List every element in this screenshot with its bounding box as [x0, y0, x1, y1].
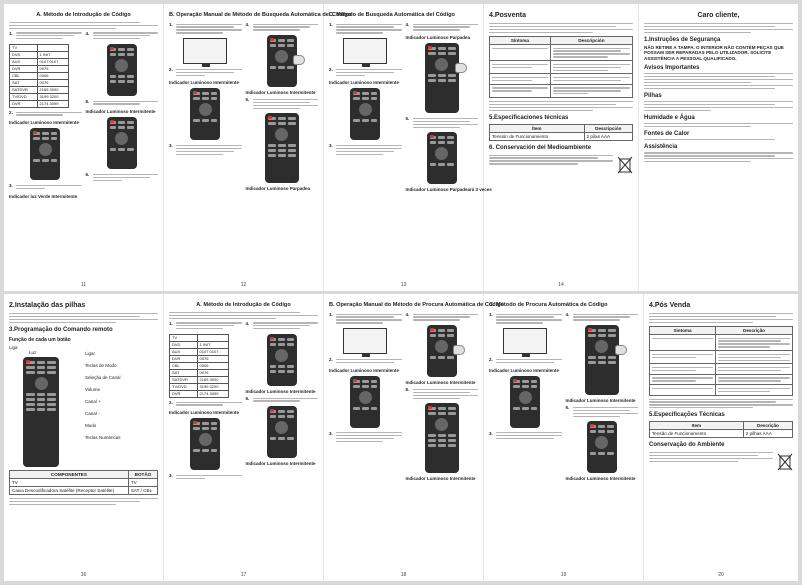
spec-table [649, 421, 793, 438]
remote-illustration [427, 325, 457, 377]
spec-table [489, 124, 633, 141]
table-row [490, 61, 633, 74]
caption: Indicador Luminoso Intermitente [405, 380, 476, 386]
caption: Indicador Luminoso Parpadeará 3 veces [405, 187, 492, 193]
code-table [9, 44, 69, 108]
remote-illustration [350, 88, 380, 140]
table-row: TV TV [10, 478, 158, 486]
page-title: C. Método de Procura Automática de Código [489, 302, 608, 308]
warning-text: NÃO RETIRE A TAMPA. O INTERIOR NÃO CONTÉM PEÇAS QUE POSSAM SER REPARADAS PELO UTILIZADOR. SOLICITE ASSISTÊNCIA A PESSOAL QUALIFICADO. [644, 44, 784, 61]
table-row: TV [10, 44, 69, 51]
table-header: Descrição [716, 326, 793, 334]
page-code-entry-pt: A. Método de Introdução de Código 1. TV DVD 1 INIT AUX 0107 0107 DVR 0075 CBL 0006 SAT 0076 SATDVR 2165 3000 TV/DVD 3199 3200 DVR 2174 3099 2. Indicador Luminoso Intermitente 3. 4. Indicador Luminoso Intermitente 5. Indicador Luminoso Intermitente 17 [164, 294, 324, 581]
remote-illustration [510, 376, 540, 428]
table-row: SATDVR 2165 3000 [10, 86, 69, 93]
section-heading: Humidade e Água [644, 114, 695, 121]
table-header: Item [650, 422, 744, 430]
remote-illustration [107, 44, 137, 96]
page-aftersales-pt [644, 294, 798, 581]
section-heading: 3.Programação do Comando remoto [9, 326, 113, 333]
table-row: TV/DVD 3199 3200 [170, 383, 229, 390]
legend-label: Canal - [85, 410, 100, 416]
remote-illustration [267, 35, 297, 87]
page-title: B. Operação Manual do Método de Procura Automática de Código [329, 302, 505, 308]
table-row [490, 74, 633, 84]
remote-illustration [190, 418, 220, 470]
remote-illustration [267, 334, 297, 386]
bottom-sheet [4, 294, 798, 581]
legend-label: Canal + [85, 398, 101, 404]
page-number: 16 [80, 572, 87, 578]
page-title: A. Método de Introdução de Código [196, 302, 291, 308]
page-number: 20 [718, 572, 724, 578]
table-header: Descrição [743, 422, 792, 430]
table-row: Tensão de Funcionamento 2 pilhas AAA [650, 430, 793, 438]
table-header: Descripción [550, 36, 632, 44]
page-title: Caro cliente, [697, 12, 740, 19]
remote-illustration [425, 43, 459, 113]
caption: Indicador Luminoso Intermitente [329, 80, 400, 86]
table-row: CBL 0006 [10, 72, 69, 79]
tv-illustration [183, 38, 227, 64]
page-number: 11 [80, 282, 87, 288]
table-row: SAT 0076 [10, 79, 69, 86]
table-header: BOTÃO [128, 470, 157, 478]
page-number: 12 [240, 282, 247, 288]
page-safety-pt [639, 4, 798, 291]
legend-label: Volume [85, 386, 101, 392]
section-heading: Conservação do Ambiente [649, 442, 725, 449]
section-heading: Pilhas [644, 92, 662, 99]
caption: Indicador Luminoso Intermitente [489, 367, 560, 373]
legend-label: Ligar [85, 350, 96, 356]
caption: Indicador Luminoso Intermitente [245, 461, 316, 467]
page-code-entry-es: A. Método de Introdução de Código 1. TV DVD 1 INIT AUX 0107 0107 DVR 0075 CBL 0006 SAT 0076 SATDVR 2165 3000 TV/DVD 3199 3200 DVR 2174 3099 2. Indicador Luminoso Intermitente 3. Indicador luz Verde Intermitente 4. 5. Indicador Luminoso Intermitente 6. 11 [4, 4, 164, 291]
caption: Indicador Luminoso Intermitente [169, 410, 240, 416]
caption: Indicador Luminoso Intermitente [329, 367, 400, 373]
section-heading: Fontes de Calor [644, 131, 690, 138]
table-row: SAT 0076 [170, 369, 229, 376]
caption: Indicador Luminoso Intermitente [565, 476, 636, 482]
page-number: 17 [240, 572, 247, 578]
recycle-bin-icon [777, 452, 793, 472]
code-table [169, 334, 229, 398]
table-row: CBL 0006 [170, 362, 229, 369]
legend-label: Teclas de Modo [85, 362, 117, 368]
page-manual-search-es: B. Operação Manual de Método de Busqueda Automática del Código 1. 2. Indicador Luminoso Intermitente 3. 4. Indicador Luminoso Intermitente 5. Indicador Luminoso Parpadea 12 [164, 4, 324, 291]
legend-label: Liga [9, 344, 18, 350]
table-row: AUX 0107 0107 [170, 348, 229, 355]
table-header: Síntoma [490, 36, 551, 44]
table-row: Caixa Descodificadora Satélite (Receptor Satélite) SAT / CBL [10, 486, 158, 494]
table-row [650, 351, 793, 364]
remote-illustration [265, 113, 299, 183]
page-title: 2.Instalação das pilhas [9, 302, 86, 309]
table-row: DVD 1 INIT [10, 51, 69, 58]
section-heading: Função de cada um botão [9, 336, 71, 343]
table-row: TV/DVD 3199 3200 [10, 93, 69, 100]
table-row [650, 364, 793, 374]
legend-label: Teclas Numéricas [85, 434, 121, 440]
symptom-table [489, 36, 633, 98]
page-manual-search-pt: B. Operação Manual do Método de Procura Automática de Código 1. 2. Indicador Luminoso Intermitente 3. 4. Indicador Luminoso Intermitente 5. Indicador Luminoso Intermitente 18 [324, 294, 484, 581]
table-row: AUX 0107 0107 [10, 58, 69, 65]
page-batteries-pt [4, 294, 164, 581]
table-header: Descripción [584, 125, 632, 133]
page-title: 4.Pós Venda [649, 302, 691, 309]
page-number: 18 [400, 572, 407, 578]
section-heading: Avisos Importantes [644, 65, 700, 72]
table-row [650, 334, 793, 350]
recycle-bin-icon [617, 155, 633, 175]
section-heading: Assistência [644, 144, 678, 151]
caption: Indicador Luminoso Intermitente [9, 120, 80, 126]
table-row: DVR 2174 3099 [10, 100, 69, 107]
page-number: 13 [400, 282, 407, 288]
table-row: DVR 2174 3099 [170, 390, 229, 397]
remote-illustration [350, 376, 380, 428]
table-row [650, 374, 793, 384]
caption: Indicador Luminoso Intermitente [565, 398, 636, 404]
legend-label: Mudo [85, 422, 97, 428]
caption: Indicador Luminoso Intermitente [245, 388, 316, 394]
page-number: 14 [558, 282, 564, 288]
caption: Indicador Luminoso Parpadea [245, 186, 311, 192]
page-auto-search-es: C. Método de Busqueda Automática del Código 1. 2. Indicador Luminoso Intermitente 3. 4. Indicador Luminoso Parpadea 5. Indicador Luminoso Parpadeará 3 veces 13 [324, 4, 484, 291]
table-row: DVD 1 INIT [170, 341, 229, 348]
table-row: SATDVR 2165 3000 [170, 376, 229, 383]
table-row: DVR 0075 [10, 65, 69, 72]
caption: Indicador Luminoso Intermitente [405, 476, 476, 482]
table-row: DVR 0075 [170, 355, 229, 362]
tv-illustration [503, 328, 547, 354]
tv-illustration [343, 38, 387, 64]
caption: Indicador Luminoso Intermitente [245, 90, 316, 96]
caption: Indicador luz Verde Intermitente [9, 193, 78, 199]
remote-illustration [30, 128, 60, 180]
remote-illustration [107, 117, 137, 169]
table-row [490, 44, 633, 60]
caption: Indicador Luminoso Intermitente [169, 80, 240, 86]
page-title: 4.Posventa [489, 12, 526, 19]
symptom-table [649, 326, 793, 396]
remote-illustration [585, 325, 619, 395]
table-row: Tensión de Funcionamiento 2 pilas AAA [490, 133, 633, 141]
table-header: Ítem [490, 125, 585, 133]
page-title: C. Método de Busqueda Automática del Código [329, 12, 455, 18]
section-heading: 5.Especificaciones técnicas [489, 115, 569, 121]
remote-illustration [267, 406, 297, 458]
tv-illustration [343, 328, 387, 354]
table-row [650, 385, 793, 395]
remote-illustration [425, 403, 459, 473]
legend-label: Luz [29, 349, 37, 355]
page-auto-search-pt: C. Método de Procura Automática de Código 1. 2. Indicador Luminoso Intermitente 3. 4. Indicador Luminoso Intermitente 5. Indicador Luminoso Intermitente 19 [484, 294, 644, 581]
caption: Indicador Luminoso Parpadea [405, 35, 471, 41]
remote-diagram [9, 345, 79, 467]
caption: Indicador Luminoso Intermitente [85, 109, 156, 115]
table-header: COMPONENTES [10, 470, 129, 478]
section-heading: 6. Conservación del Medioambiente [489, 145, 592, 151]
table-row [490, 84, 633, 97]
section-heading: 5.Especificações Técnicas [649, 412, 725, 419]
top-sheet [4, 4, 798, 291]
page-aftersales-es [484, 4, 639, 291]
component-table [9, 470, 158, 495]
table-row: TV [170, 334, 229, 341]
section-heading: 1.Instruções de Segurança [644, 36, 721, 43]
remote-illustration [190, 88, 220, 140]
page-title: A. Método de Introdução de Código [36, 12, 131, 18]
remote-illustration [587, 421, 617, 473]
table-header: Sintoma [650, 326, 716, 334]
page-number: 19 [560, 572, 567, 578]
page-title: B. Operação Manual de Método de Busqueda Automática del Código [169, 12, 352, 18]
remote-illustration [427, 132, 457, 184]
legend-label: Seleção de Canal [85, 374, 121, 380]
